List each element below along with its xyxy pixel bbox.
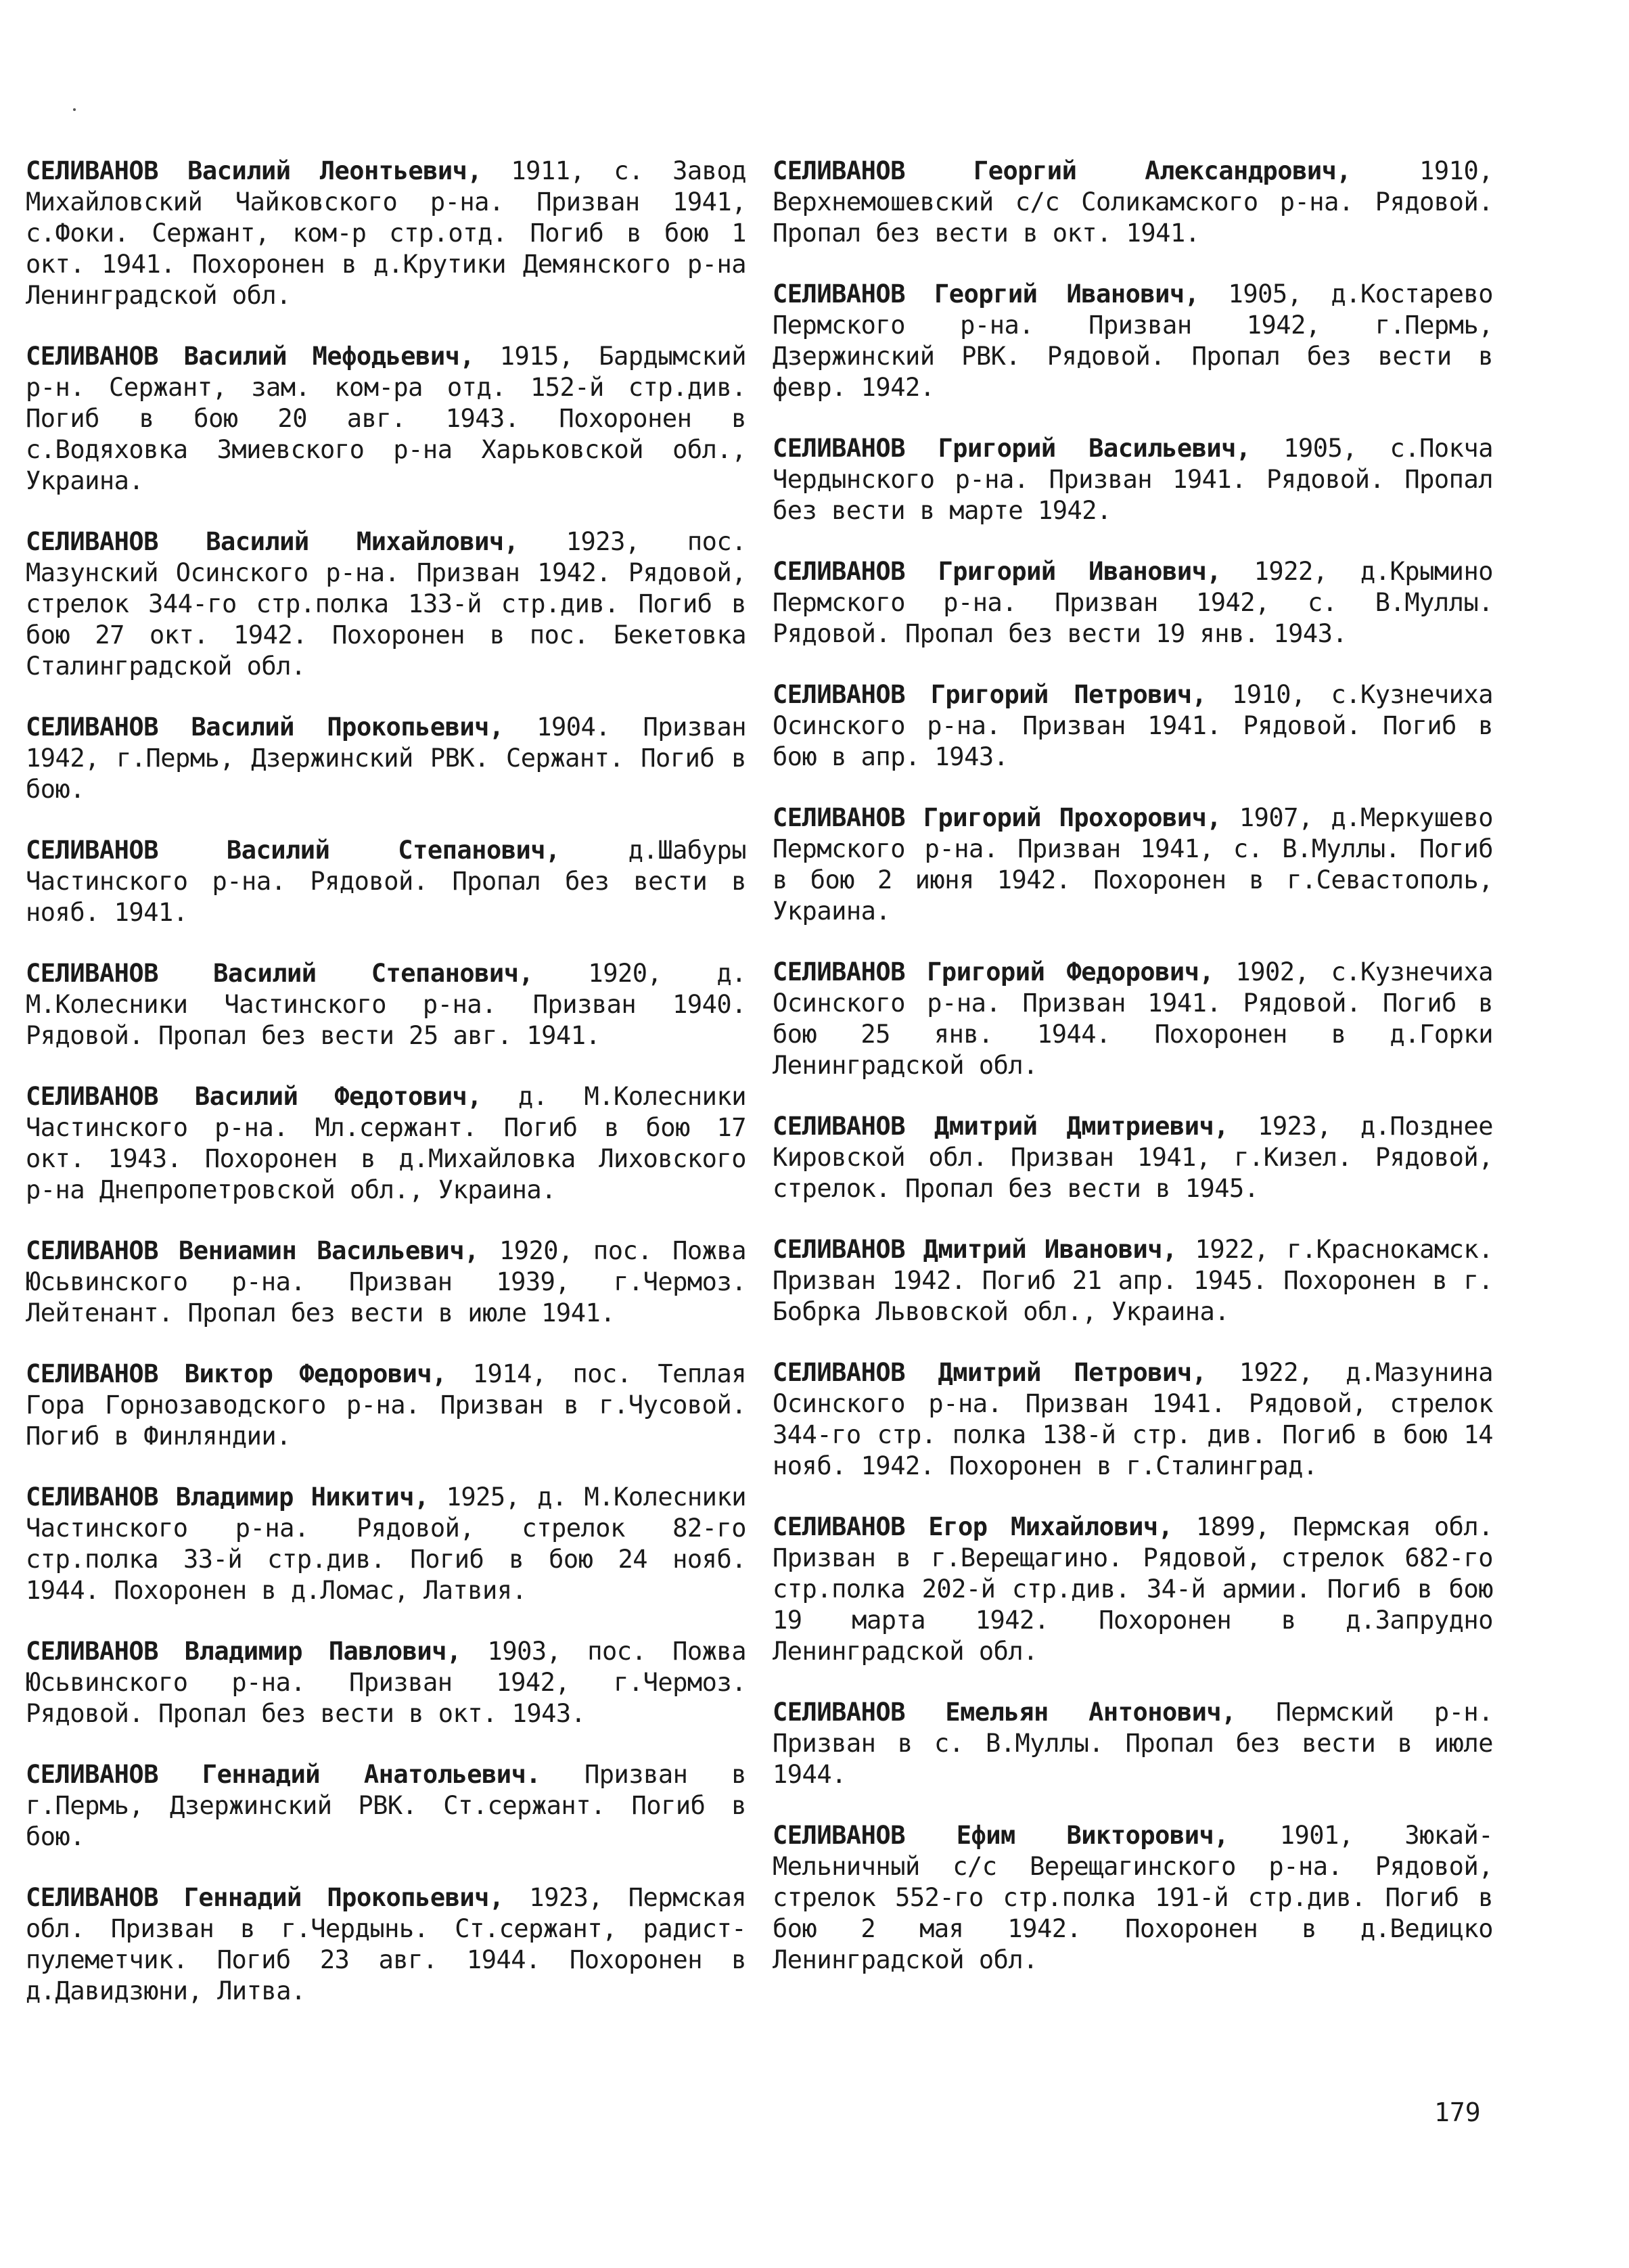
entry	[773, 1697, 1493, 1790]
entry	[773, 679, 1493, 773]
entry	[26, 1482, 746, 1606]
entry-name: СЕЛИВАНОВ Василий Мефодьевич,	[26, 342, 475, 371]
entry-name: СЕЛИВАНОВ Дмитрий Иванович,	[773, 1235, 1177, 1264]
entry-name: СЕЛИВАНОВ Василий Федотович,	[26, 1082, 482, 1111]
entry-name: СЕЛИВАНОВ Григорий Иванович,	[773, 557, 1222, 586]
entry-text: 1915, Бардымский р-н. Сержант, зам. ком-ра отд. 152-й стр.див. Погиб в бою 20 авг. 1943. Похоронен в с.Водяховка Змиевского р-на Харьковской обл., Украина.	[26, 342, 746, 495]
entry	[773, 1357, 1493, 1482]
entry	[26, 1359, 746, 1452]
entry-name: СЕЛИВАНОВ Егор Михайлович,	[773, 1512, 1173, 1541]
entry	[26, 1235, 746, 1329]
entry	[773, 1820, 1493, 1976]
entry-name: СЕЛИВАНОВ Ефим Викторович,	[773, 1821, 1229, 1850]
entry-name: СЕЛИВАНОВ Василий Прокопьевич,	[26, 712, 504, 742]
entry-text: 1910, Верхнемошевский с/с Соликамского р-на. Рядовой. Пропал без вести в окт. 1941.	[773, 156, 1493, 248]
entry-name: СЕЛИВАНОВ Виктор Федорович,	[26, 1359, 446, 1388]
entry-text: 1904. Призван 1942, г.Пермь, Дзержинский РВК. Сержант. Погиб в бою.	[26, 712, 746, 804]
right-column	[773, 156, 1493, 2005]
entry	[773, 802, 1493, 927]
entry	[26, 835, 746, 928]
entry-text: 1910, с.Кузнечиха Осинского р-на. Призван 1941. Рядовой. Погиб в бою в апр. 1943.	[773, 680, 1493, 771]
left-column	[26, 156, 746, 2037]
entry-text: 1925, д. М.Колесники Частинского р-на. Рядовой, стрелок 82-го стр.полка 33-й стр.див. Погиб в бою 24 нояб. 1944. Похоронен в д.Ломас, Латвия.	[26, 1482, 747, 1605]
entry	[773, 156, 1493, 249]
entry	[26, 1636, 746, 1729]
entry	[26, 156, 746, 311]
entry	[26, 1081, 746, 1206]
entry-name: СЕЛИВАНОВ Григорий Петрович,	[773, 680, 1207, 709]
entry-text: 1903, пос. Пожва Юсьвинского р-на. Призван 1942, г.Чермоз. Рядовой. Пропал без вести в окт. 1943.	[26, 1637, 746, 1728]
entry-text: 1923, пос. Мазунский Осинского р-на. Призван 1942. Рядовой, стрелок 344-го стр.полка 133-й стр.див. Погиб в бою 27 окт. 1942. Похоронен в пос. Бекетовка Сталинградской обл.	[26, 527, 746, 681]
entry-name: СЕЛИВАНОВ Василий Михайлович,	[26, 527, 519, 556]
entry	[773, 279, 1493, 403]
entry-text: 1905, с.Покча Чердынского р-на. Призван 1941. Рядовой. Пропал без вести в марте 1942.	[773, 434, 1493, 525]
entry-name: СЕЛИВАНОВ Дмитрий Дмитриевич,	[773, 1112, 1229, 1141]
entry	[26, 958, 746, 1051]
entry-text: 1907, д.Меркушево Пермского р-на. Призван 1941, с. В.Муллы. Погиб в бою 2 июня 1942. Похоронен в г.Севастополь, Украина.	[773, 803, 1493, 926]
entry-text: 1920, д. М.Колесники Частинского р-на. Призван 1940. Рядовой. Пропал без вести 25 авг. 1941.	[26, 959, 746, 1050]
entry	[773, 1234, 1493, 1328]
entry-text: 1922, д.Мазунина Осинского р-на. Призван 1941. Рядовой, стрелок 344-го стр. полка 138-й стр. див. Погиб в бою 14 нояб. 1942. Похоронен в г.Сталинград.	[773, 1358, 1493, 1480]
entry-name: СЕЛИВАНОВ Владимир Никитич,	[26, 1482, 429, 1512]
entry	[773, 1111, 1493, 1204]
print-speck	[73, 108, 76, 111]
entry-name: СЕЛИВАНОВ Василий Степанович,	[26, 959, 534, 988]
entry-name: СЕЛИВАНОВ Григорий Прохорович,	[773, 803, 1222, 832]
entry-name: СЕЛИВАНОВ Геннадий Прокопьевич,	[26, 1883, 504, 1912]
entry-name: СЕЛИВАНОВ Григорий Васильевич,	[773, 434, 1251, 463]
entry-name: СЕЛИВАНОВ Георгий Иванович,	[773, 279, 1199, 309]
entry-name: СЕЛИВАНОВ Василий Леонтьевич,	[26, 156, 482, 185]
entry-text: д. М.Колесники Частинского р-на. Мл.сержант. Погиб в бою 17 окт. 1943. Похоронен в д.Михайловка Лиховского р-на Днепропетровской обл., Украина.	[26, 1082, 746, 1204]
entry	[26, 341, 746, 497]
entry-text: 1920, пос. Пожва Юсьвинского р-на. Призван 1939, г.Чермоз. Лейтенант. Пропал без вести в июле 1941.	[26, 1236, 746, 1328]
entry	[773, 957, 1493, 1081]
entry-name: СЕЛИВАНОВ Владимир Павлович,	[26, 1637, 461, 1666]
entry-name: СЕЛИВАНОВ Дмитрий Петрович,	[773, 1358, 1207, 1387]
entry	[773, 1512, 1493, 1667]
entry-text: д.Шабуры Частинского р-на. Рядовой. Пропал без вести в нояб. 1941.	[26, 836, 746, 927]
entry-text: 1914, пос. Теплая Гора Горнозаводского р-на. Призван в г.Чусовой. Погиб в Финляндии.	[26, 1359, 746, 1451]
entry-name: СЕЛИВАНОВ Василий Степанович,	[26, 836, 560, 865]
entry-text: 1902, с.Кузнечиха Осинского р-на. Призван 1941. Рядовой. Погиб в бою 25 янв. 1944. Похоронен в д.Горки Ленинградской обл.	[773, 957, 1493, 1080]
entry-text: Пермский р-н. Призван в с. В.Муллы. Пропал без вести в июле 1944.	[773, 1698, 1493, 1789]
entry-name: СЕЛИВАНОВ Емельян Антонович,	[773, 1698, 1236, 1727]
entry-name: СЕЛИВАНОВ Геннадий Анатольевич.	[26, 1760, 541, 1789]
entry	[26, 712, 746, 805]
entry	[26, 526, 746, 682]
page-number: 179	[1434, 2097, 1481, 2127]
entry-text: 1911, с. Завод Михайловский Чайковского р-на. Призван 1941, с.Фоки. Сержант, ком-р стр.отд. Погиб в бою 1 окт. 1941. Похоронен в д.Крутики Демянского р-на Ленинградской обл.	[26, 156, 746, 310]
entry-text: 1922, д.Крымино Пермского р-на. Призван 1942, с. В.Муллы. Рядовой. Пропал без вести 19 янв. 1943.	[773, 557, 1493, 648]
entry-name: СЕЛИВАНОВ Георгий Александрович,	[773, 156, 1352, 185]
entry-text: 1922, г.Краснокамск. Призван 1942. Погиб 21 апр. 1945. Похоронен в г. Бобрка Львовской обл., Украина.	[773, 1235, 1493, 1326]
entry-text: 1899, Пермская обл. Призван в г.Верещагино. Рядовой, стрелок 682-го стр.полка 202-й стр.див. 34-й армии. Погиб в бою 19 марта 1942. Похоронен в д.Запрудно Ленинградской обл.	[773, 1512, 1493, 1666]
entry	[773, 556, 1493, 650]
entry	[773, 433, 1493, 526]
entry-text: 1923, д.Позднее Кировской обл. Призван 1941, г.Кизел. Рядовой, стрелок. Пропал без вести в 1945.	[773, 1112, 1493, 1203]
entry	[26, 1882, 746, 2007]
entry-text: 1923, Пермская обл. Призван в г.Чердынь. Ст.сержант, радист-пулеметчик. Погиб 23 авг. 1944. Похоронен в д.Давидзюни, Литва.	[26, 1883, 746, 2005]
entry-name: СЕЛИВАНОВ Григорий Федорович,	[773, 957, 1214, 986]
entry-name: СЕЛИВАНОВ Вениамин Васильевич,	[26, 1236, 479, 1265]
entry	[26, 1759, 746, 1853]
entry-text: 1905, д.Костарево Пермского р-на. Призван 1942, г.Пермь, Дзержинский РВК. Рядовой. Пропал без вести в февр. 1942.	[773, 279, 1494, 402]
entry-text: 1901, Зюкай-Мельничный с/с Верещагинского р-на. Рядовой, стрелок 552-го стр.полка 191-й стр.див. Погиб в бою 2 мая 1942. Похоронен в д.Ведицко Ленинградской обл.	[773, 1821, 1493, 1974]
entry-text: Призван в г.Пермь, Дзержинский РВК. Ст.сержант. Погиб в бою.	[26, 1760, 746, 1851]
